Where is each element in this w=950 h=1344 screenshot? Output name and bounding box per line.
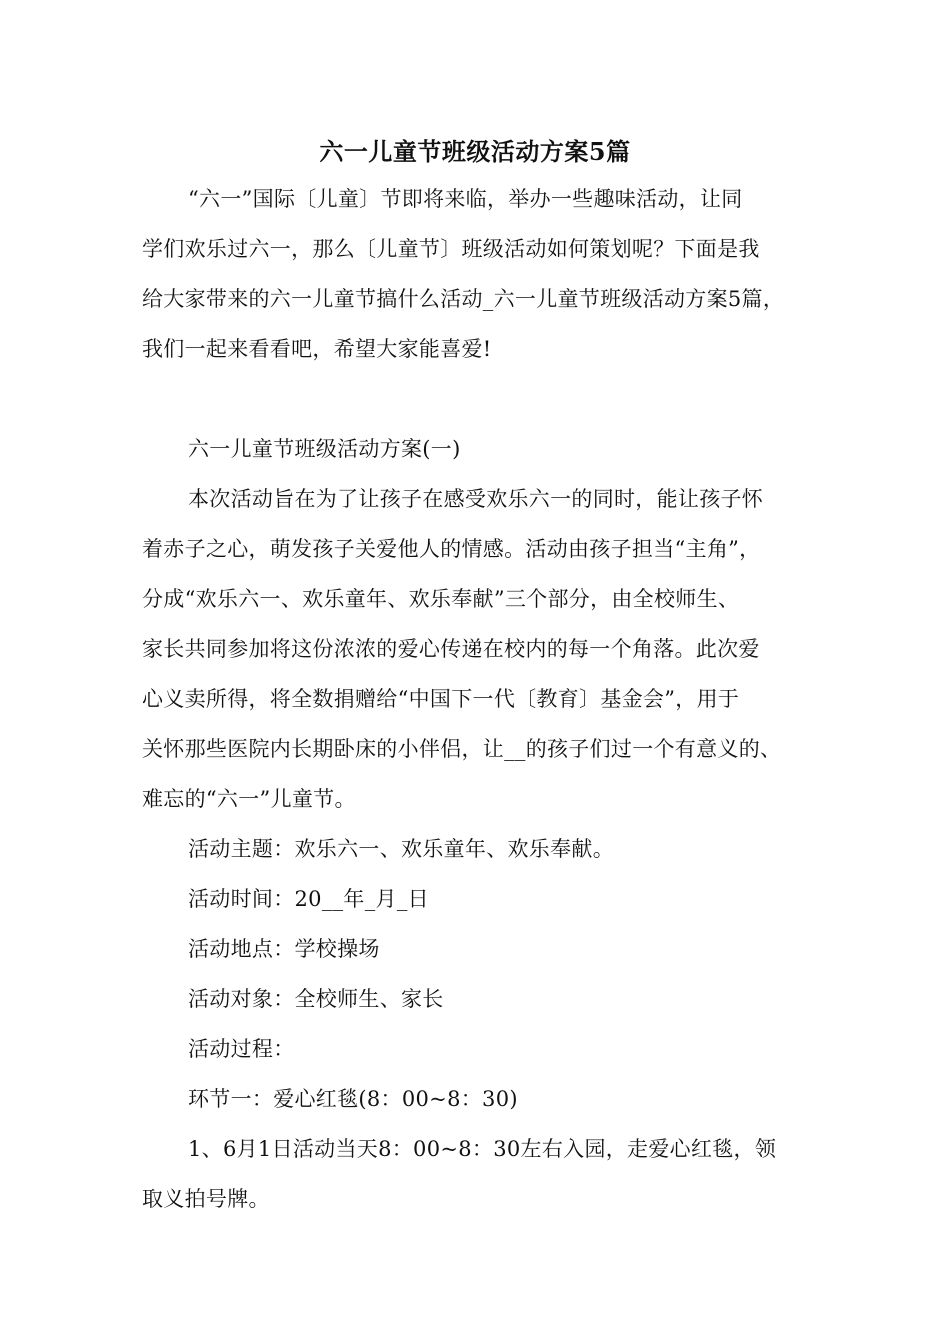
paragraph-line: “六一”国际〔儿童〕节即将来临，举办一些趣味活动，让同 — [188, 187, 743, 211]
activity-process: 活动过程： — [188, 1037, 295, 1061]
paragraph-line: 1、6月1日活动当天8：00~8：30左右入园，走爱心红毯，领 — [188, 1137, 777, 1161]
activity-time: 活动时间：20__年_月_日 — [188, 887, 429, 911]
paragraph-line: 难忘的“六一”儿童节。 — [142, 787, 356, 811]
activity-step-one: 环节一：爱心红毯(8：00~8：30) — [188, 1087, 518, 1111]
activity-theme: 活动主题：欢乐六一、欢乐童年、欢乐奉献。 — [188, 837, 614, 861]
paragraph-line: 家长共同参加将这份浓浓的爱心传递在校内的每一个角落。此次爱 — [142, 637, 760, 661]
paragraph-line: 本次活动旨在为了让孩子在感受欢乐六一的同时，能让孩子怀 — [188, 487, 764, 511]
paragraph-line: 心义卖所得，将全数捐赠给“中国下一代〔教育〕基金会”，用于 — [142, 687, 740, 711]
paragraph-line: 取义拍号牌。 — [142, 1187, 270, 1211]
activity-audience: 活动对象：全校师生、家长 — [188, 987, 444, 1011]
activity-location: 活动地点：学校操场 — [188, 937, 380, 961]
document-title: 六一儿童节班级活动方案5篇 — [319, 137, 631, 166]
paragraph-line: 给大家带来的六一儿童节搞什么活动_六一儿童节班级活动方案5篇， — [142, 287, 785, 311]
paragraph-line: 我们一起来看看吧，希望大家能喜爱! — [142, 337, 492, 361]
paragraph-line: 着赤子之心，萌发孩子关爱他人的情感。活动由孩子担当“主角”， — [142, 537, 761, 561]
paragraph-line: 关怀那些医院内长期卧床的小伴侣，让__的孩子们过一个有意义的、 — [142, 737, 782, 761]
section-heading: 六一儿童节班级活动方案(一) — [188, 437, 461, 461]
paragraph-line: 学们欢乐过六一，那么〔儿童节〕班级活动如何策划呢？下面是我 — [142, 237, 760, 261]
paragraph-line: 分成“欢乐六一、欢乐童年、欢乐奉献”三个部分，由全校师生、 — [142, 587, 740, 611]
